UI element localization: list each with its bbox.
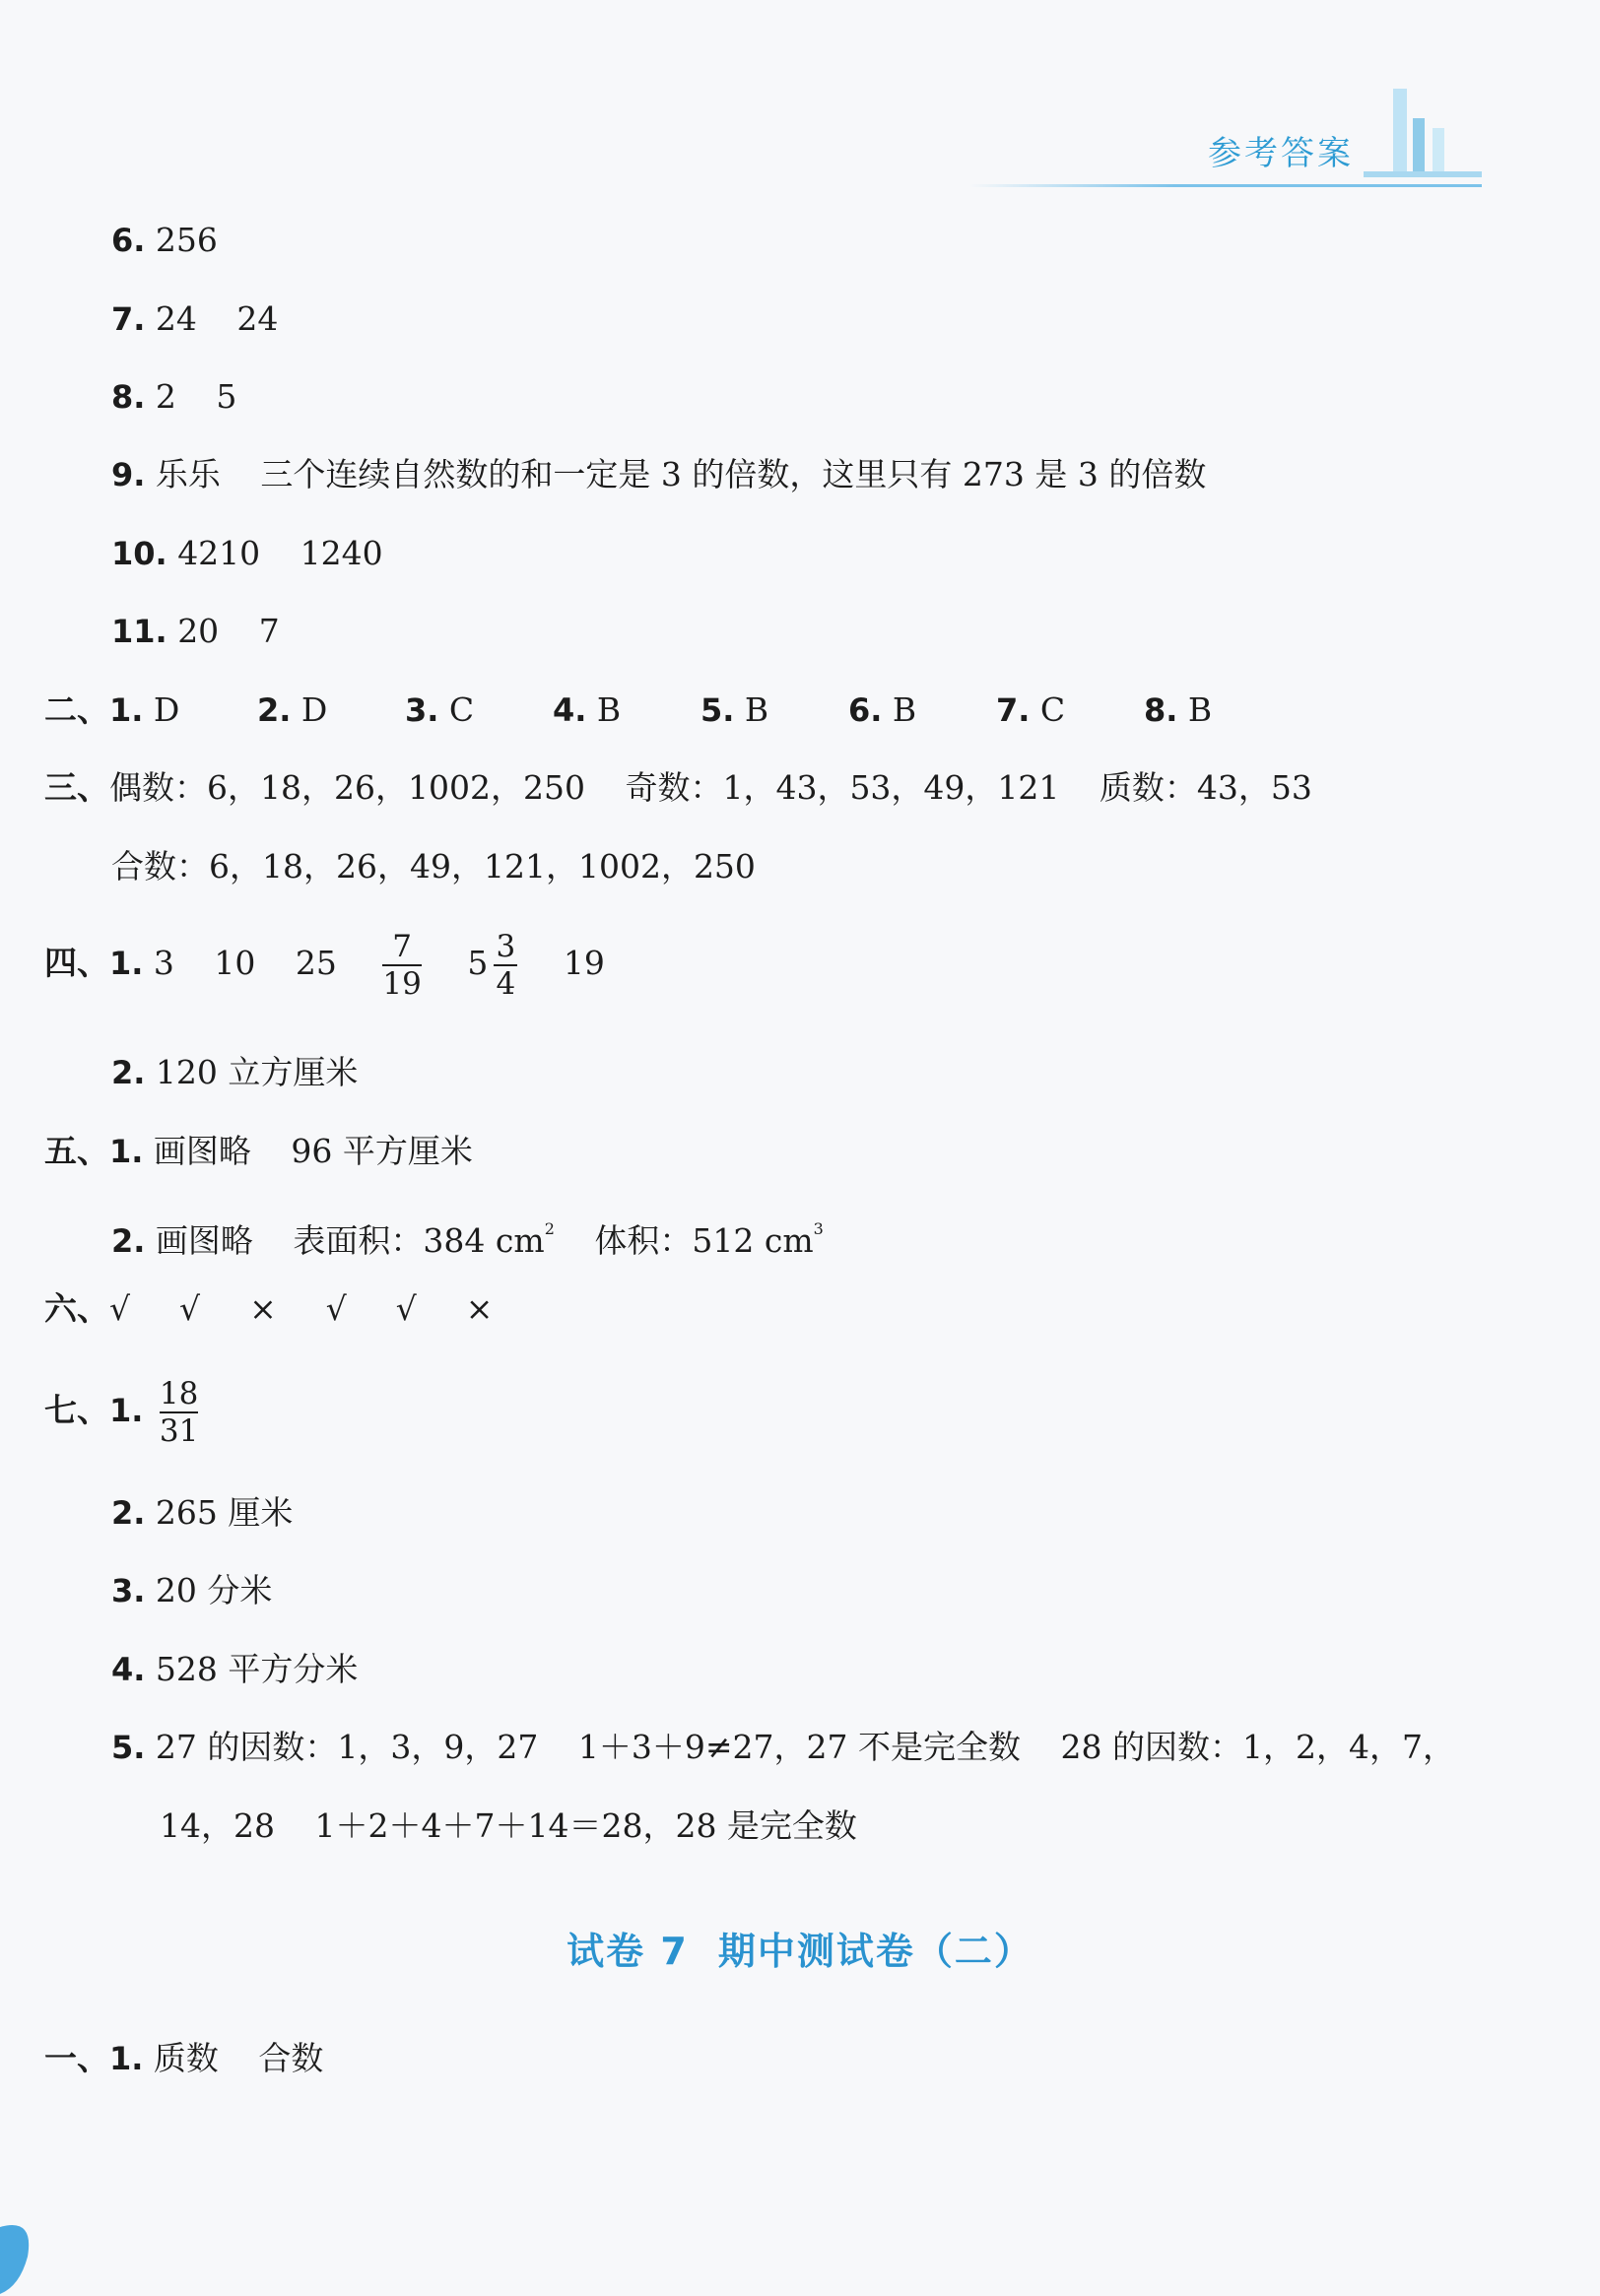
section-label: 四、 (44, 944, 109, 982)
answer-7 (111, 297, 278, 341)
answer-text: 三个连续自然数的和一定是 3 的倍数，这里只有 273 是 3 的倍数 (260, 455, 1207, 493)
fraction (494, 929, 517, 1002)
item-number: 2. (111, 1222, 146, 1260)
item-number: 3. (405, 691, 439, 729)
answer-text: 10 (214, 944, 256, 982)
section-2 (44, 689, 1292, 732)
numerator: 3 (496, 929, 516, 964)
surface-area: 表面积：384 cm (293, 1221, 545, 1260)
answer-text: 120 立方厘米 (155, 1053, 359, 1091)
page-header (969, 98, 1482, 197)
choice-answer: D (300, 690, 328, 729)
item-number: 11. (111, 613, 167, 650)
answer-text: 乐乐 (155, 455, 221, 493)
answer-text: 19 (563, 944, 605, 982)
answer-text: 4210 (177, 534, 261, 572)
section-7-q5 (111, 1726, 1455, 1769)
item-number: 1. (109, 691, 144, 729)
header-title: 参考答案 (1208, 134, 1354, 173)
answer-text: 528 平方分米 (155, 1650, 359, 1688)
exponent: 3 (813, 1219, 824, 1238)
answer-10 (111, 532, 383, 575)
choice-answer: B (892, 690, 917, 729)
test-number: 试卷 7 (567, 1930, 689, 1973)
fraction (382, 929, 421, 1002)
book-stack-icon (1364, 79, 1482, 187)
answer-text: 256 (155, 221, 218, 259)
answer-text: 画图略 (153, 1132, 251, 1170)
item-number: 2. (111, 1494, 146, 1532)
item-number: 4. (553, 691, 587, 729)
answer-text: 1240 (300, 534, 383, 572)
answer-text: 25 (295, 944, 337, 982)
answer-text: 20 分米 (155, 1571, 273, 1609)
prime-numbers: 质数：43，53 (1099, 768, 1312, 807)
check-mark: √ (179, 1289, 201, 1328)
section-label: 一、 (44, 2039, 109, 2077)
fraction (160, 1376, 198, 1449)
section-label: 六、 (44, 1289, 109, 1328)
choice-answer: B (744, 690, 769, 729)
denominator: 19 (382, 966, 422, 1002)
item-number: 7. (111, 300, 146, 338)
section-7-q5-cont (160, 1804, 857, 1848)
answer-text: 合数 (258, 2039, 324, 2077)
composite-numbers: 合数：6，18，26，49，121，1002，250 (111, 847, 756, 886)
section-label: 五、 (44, 1132, 109, 1170)
choice-answer: C (1039, 690, 1066, 729)
next-section-1 (44, 2037, 323, 2080)
choice-answer: D (153, 690, 180, 729)
choice-answer: C (448, 690, 475, 729)
mixed-whole: 5 (467, 944, 489, 982)
answer-text: 3 (153, 944, 174, 982)
check-mark: √ (109, 1289, 131, 1328)
section-4-q1 (44, 924, 605, 1003)
answer-text: 1＋2＋4＋7＋14＝28，28 是完全数 (314, 1806, 857, 1845)
odd-numbers: 奇数：1，43，53，49，121 (625, 768, 1060, 807)
section-7-q4 (111, 1648, 358, 1691)
item-number: 6. (111, 222, 146, 259)
even-numbers: 偶数：6，18，26，1002，250 (109, 768, 585, 807)
item-number: 5. (700, 691, 735, 729)
section-label: 三、 (44, 768, 109, 807)
item-number: 4. (111, 1651, 146, 1688)
answer-text: 28 的因数：1，2，4，7， (1060, 1728, 1455, 1766)
item-number: 7. (996, 691, 1031, 729)
section-6 (44, 1287, 493, 1331)
answer-text: 1＋3＋9≠27，27 不是完全数 (577, 1728, 1021, 1766)
answer-6 (111, 219, 218, 262)
item-number: 8. (111, 378, 146, 416)
section-5-q2 (111, 1208, 824, 1263)
section-4-q2 (111, 1051, 358, 1094)
cross-mark: × (465, 1289, 494, 1328)
item-number: 1. (109, 2040, 144, 2077)
test-name: 期中测试卷（二） (717, 1930, 1033, 1973)
cross-mark: × (249, 1289, 277, 1328)
numerator: 7 (392, 929, 413, 964)
answer-text: 质数 (153, 2039, 219, 2077)
answer-text: 27 的因数：1，3，9，27 (155, 1728, 539, 1766)
item-number: 2. (111, 1054, 146, 1091)
answer-text: 24 (155, 299, 197, 338)
answer-text: 14，28 (160, 1806, 275, 1845)
answer-8 (111, 375, 236, 419)
item-number: 8. (1144, 691, 1178, 729)
item-number: 1. (109, 945, 144, 982)
test-title (0, 1921, 1600, 1975)
corner-decoration-icon (0, 2207, 39, 2296)
exponent: 2 (544, 1219, 555, 1238)
item-number: 1. (109, 1392, 144, 1429)
item-number: 2. (257, 691, 292, 729)
item-number: 1. (109, 1133, 144, 1170)
answer-text: 2 (155, 377, 176, 416)
answer-text: 7 (258, 612, 280, 650)
item-number: 10. (111, 535, 167, 572)
answer-text: 20 (177, 612, 220, 650)
answer-text: 24 (236, 299, 279, 338)
choice-answer: B (596, 690, 622, 729)
check-mark: √ (325, 1289, 347, 1328)
answer-text: 画图略 (155, 1221, 253, 1260)
item-number: 5. (111, 1729, 146, 1766)
section-7-q3 (111, 1569, 272, 1612)
section-7-q1 (44, 1371, 204, 1450)
choice-answer: B (1187, 690, 1213, 729)
answer-9 (111, 453, 1206, 496)
item-number: 3. (111, 1572, 146, 1609)
section-3-composite (111, 845, 756, 888)
numerator: 18 (159, 1376, 199, 1411)
answer-text: 5 (216, 377, 237, 416)
volume: 体积：512 cm (594, 1221, 814, 1260)
section-7-q2 (111, 1491, 293, 1535)
answer-11 (111, 610, 280, 653)
denominator: 31 (159, 1413, 199, 1449)
section-5-q1 (44, 1130, 473, 1173)
section-3 (44, 766, 1312, 810)
answer-text: 96 平方厘米 (291, 1132, 473, 1170)
denominator: 4 (496, 966, 516, 1002)
section-label: 二、 (44, 690, 109, 729)
section-label: 七、 (44, 1391, 109, 1429)
item-number: 6. (848, 691, 883, 729)
item-number: 9. (111, 456, 146, 493)
answer-text: 265 厘米 (155, 1493, 294, 1532)
check-mark: √ (395, 1289, 417, 1328)
